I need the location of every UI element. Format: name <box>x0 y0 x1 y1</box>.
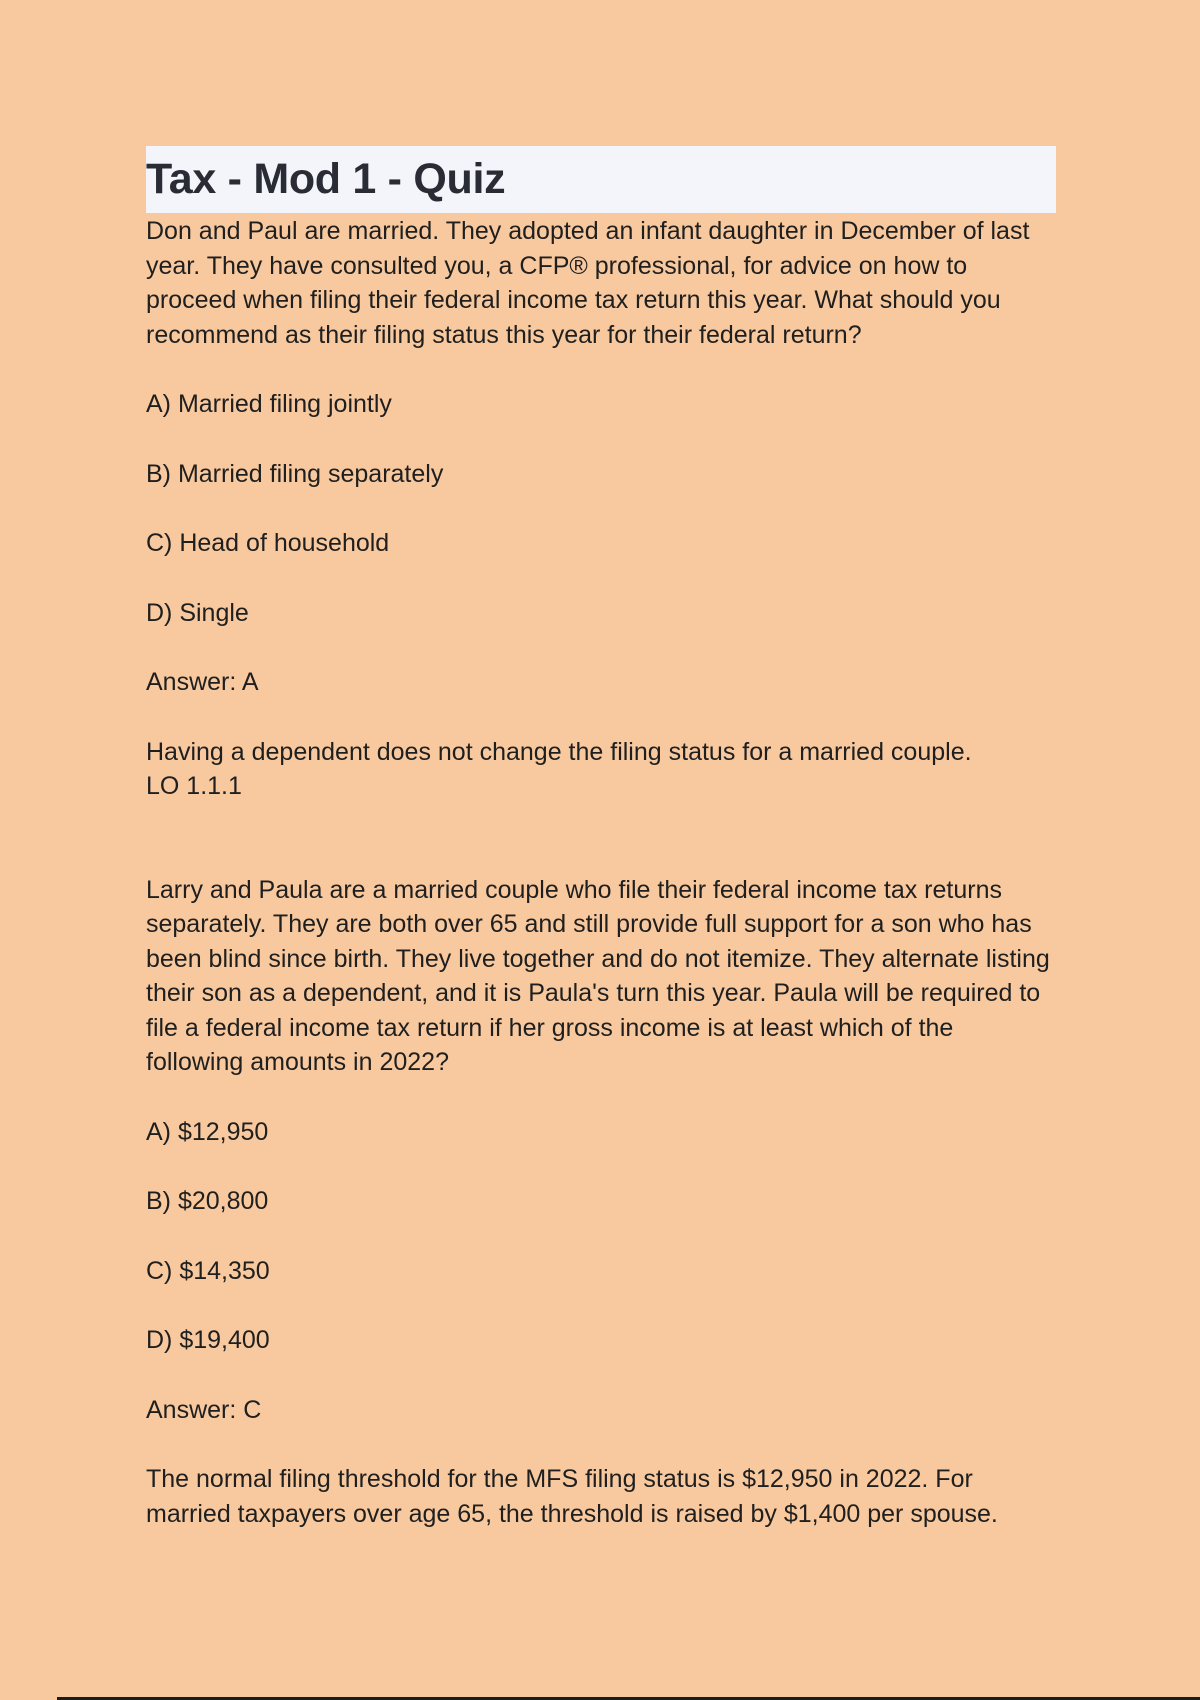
question-block <box>146 873 1056 1532</box>
question-text: Don and Paul are married. They adopted an infant daughter in December of last year. They have consulted you, a CFP® professional, for advice on how to proceed when filing their federal income tax return this year. What should you recommend as their filing status this year for their federal return? <box>146 217 1030 349</box>
page-title: Tax - Mod 1 - Quiz <box>146 155 506 203</box>
answer-option: B) Married filing separately <box>146 459 444 488</box>
answer-option: D) $19,400 <box>146 1326 270 1354</box>
section-spacer <box>146 804 1056 873</box>
answer-option: D) Single <box>146 598 249 627</box>
explanation-text: The normal filing threshold for the MFS filing status is $12,950 in 2022. For married taxpayers over age 65, the threshold is raised by $1,400 per spouse. <box>146 1465 998 1528</box>
quiz-page <box>146 146 1056 1531</box>
answer-option: C) $14,350 <box>146 1256 270 1285</box>
question-block <box>146 214 1056 804</box>
explanation-text: Having a dependent does not change the filing status for a married couple. <box>146 737 972 766</box>
question-text: Larry and Paula are a married couple who file their federal income tax returns separately. They are both over 65 and still provide full support for a son who has been blind since birth. They live together and do not itemize. They alternate listing their son as a dependent, and it is Paula's turn this year. Paula will be required to file a federal income tax return if her gross income is at least which of the following amounts in 2022? <box>146 875 1050 1076</box>
answer-option: A) $12,950 <box>146 1117 269 1146</box>
answer-option: C) Head of household <box>146 529 390 557</box>
title-bar <box>146 146 1056 213</box>
answer-option: B) $20,800 <box>146 1187 269 1215</box>
learning-objective-ref: LO 1.1.1 <box>146 772 242 800</box>
answer-option: A) Married filing jointly <box>146 390 392 418</box>
correct-answer: Answer: A <box>146 668 259 696</box>
correct-answer: Answer: C <box>146 1395 262 1424</box>
